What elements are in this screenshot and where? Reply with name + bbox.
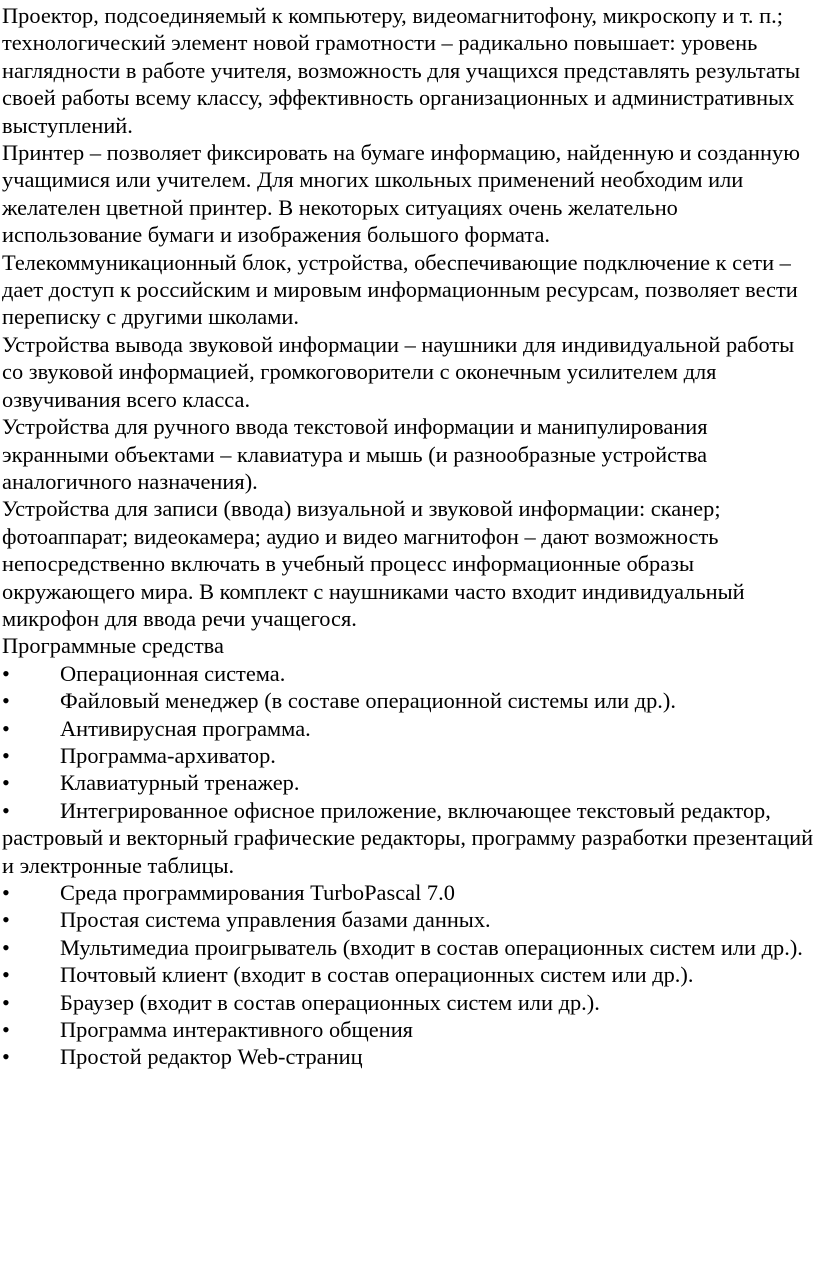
list-item-text: Операционная система. (60, 660, 286, 686)
paragraph-manual-input: Устройства для ручного ввода текстовой информации и манипулирования экранными объектами – клавиатура и мышь (и разнообразные устройства аналогичного назначения). (2, 414, 708, 494)
bullet-icon: • (2, 880, 10, 905)
list-item-text: Почтовый клиент (входит в состав операционных систем или др.). (60, 962, 694, 988)
bullet-icon: • (2, 715, 10, 741)
list-item (2, 961, 816, 988)
list-item-text: Файловый менеджер (в составе операционной системы или др.). (60, 688, 676, 714)
list-item-text: Интегрированное офисное приложение, включающее текстовый редактор, растровый и векторный графические редакторы, программу разработки презентаций и электронные таблицы. (2, 797, 814, 878)
bullet-icon: • (2, 934, 10, 960)
bullet-icon: • (2, 660, 10, 686)
list-item (2, 715, 816, 742)
list-item-text: Браузер (входит в состав операционных систем или др.). (60, 989, 600, 1015)
list-item-text: Простой редактор Web-страниц (60, 1044, 363, 1070)
list-item (2, 934, 816, 961)
bullet-icon: • (2, 1017, 10, 1043)
list-item (2, 989, 816, 1016)
list-item (2, 797, 816, 879)
bullet-icon: • (2, 1044, 10, 1070)
bullet-icon: • (2, 907, 10, 933)
paragraph-printer: Принтер – позволяет фиксировать на бумаге информацию, найденную и созданную учащимися или учителем. Для многих школьных применений необходим или желателен цветной принтер. В некоторых ситуациях очень желательно использование бумаги и изображения большого формата. (2, 140, 800, 248)
bullet-icon: • (2, 962, 10, 988)
bullet-icon: • (2, 742, 10, 768)
paragraph-recording-devices: Устройства для записи (ввода) визуальной и звуковой информации: сканер; фотоаппарат; видеокамера; аудио и видео магнитофон – дают возможность непосредственно включать в учебный процесс информационные образы окружающего мира. В комплект с наушниками часто входит индивидуальный микрофон для ввода речи учащегося. (2, 496, 745, 631)
list-item-text: Среда программирования TurboPascal 7.0 (60, 880, 455, 905)
bullet-icon: • (2, 797, 10, 823)
paragraph-projector: Проектор, подсоединяемый к компьютеру, видеомагнитофону, микроскопу и т. п.; технологический элемент новой грамотности – радикально повышает: уровень наглядности в работе учителя, возможность для учащихся представлять результаты своей работы всему классу, эффективность организационных и административных выступлений. (2, 3, 801, 138)
software-heading: Программные средства (2, 633, 224, 659)
list-item (2, 879, 816, 906)
paragraph-telecom: Телекоммуникационный блок, устройства, обеспечивающие подключение к сети – дает доступ к российским и мировым информационным ресурсам, позволяет вести переписку с другими школами. (2, 249, 798, 330)
bullet-icon: • (2, 688, 10, 714)
paragraph-audio-output: Устройства вывода звуковой информации – наушники для индивидуальной работы со звуковой информацией, громкоговорители с оконечным усилителем для озвучивания всего класса. (2, 331, 795, 412)
bullet-icon: • (2, 770, 10, 796)
list-item-text: Мультимедиа проигрыватель (входит в состав операционных систем или др.). (60, 934, 803, 960)
list-item (2, 1016, 816, 1043)
list-item (2, 769, 816, 796)
list-item-text: Клавиатурный тренажер. (60, 770, 300, 796)
list-item (2, 1043, 816, 1070)
list-item-text: Программа интерактивного общения (60, 1017, 413, 1043)
software-list (2, 660, 816, 1071)
bullet-icon: • (2, 989, 10, 1015)
list-item-text: Антивирусная программа. (60, 715, 311, 741)
list-item (2, 742, 816, 769)
list-item (2, 660, 816, 687)
list-item (2, 906, 816, 933)
list-item-text: Простая система управления базами данных. (60, 907, 491, 933)
list-item-text: Программа-архиватор. (60, 742, 276, 768)
list-item (2, 687, 816, 714)
